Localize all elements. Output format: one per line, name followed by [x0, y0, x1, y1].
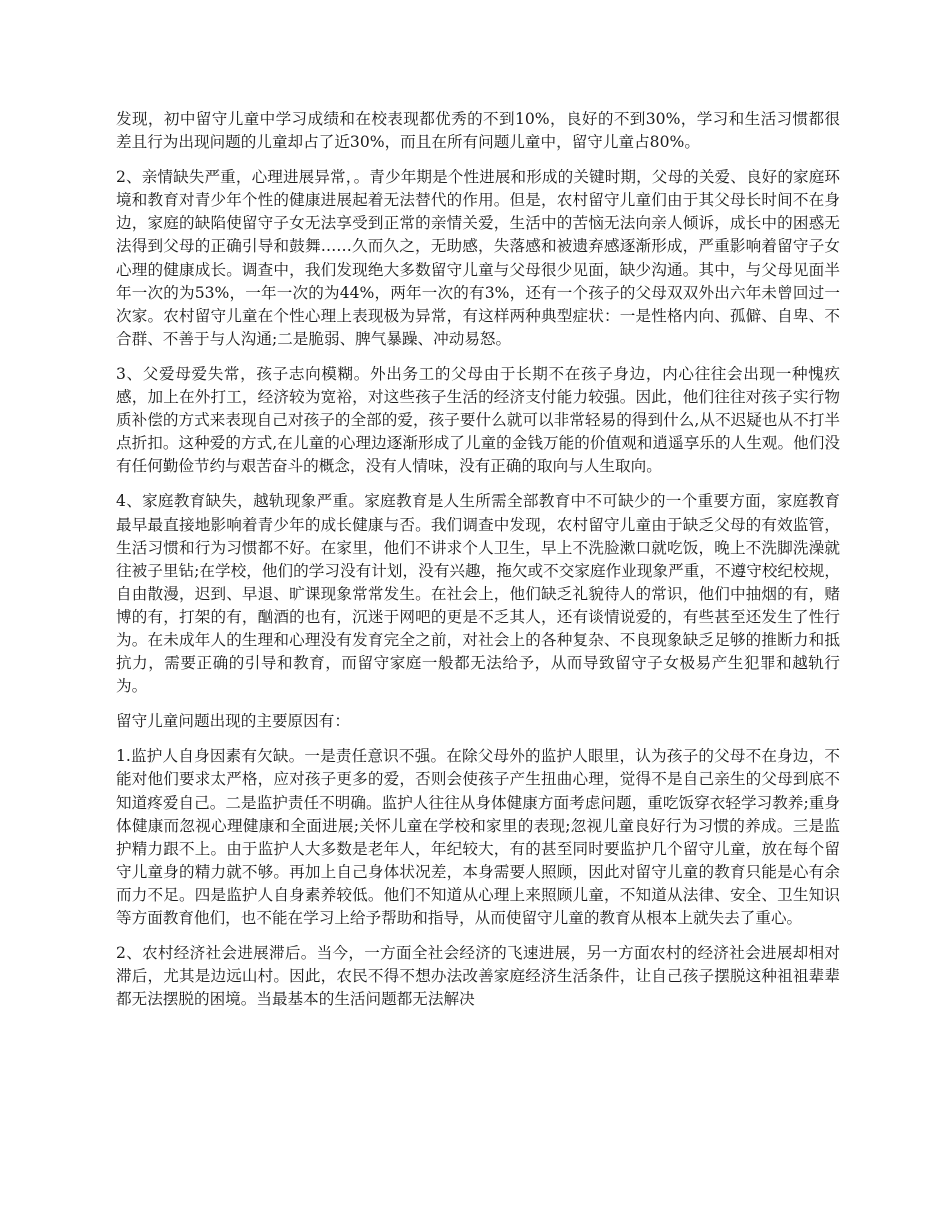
paragraph-affection-missing: 2、亲情缺失严重，心理进展异常，。青少年期是个性进展和形成的关键时期，父母的关爱、良好的家庭环境和教育对青少年个性的健康进展起着无法替代的作用。但是，农村留守儿童们由于其父母长时间不在身边，家庭的缺陷使留守子女无法享受到正常的亲情关爱，生活中的苦恼无法向亲人倾诉，成长中的困惑无法得到父母的正确引导和鼓舞……久而久之，无助感，失落感和被遗弃感逐渐形成，严重影响着留守子女心理的健康成长。调查中，我们发现绝大多数留守儿童与父母很少见面，缺少沟通。其中，与父母见面半年一次的为53%，一年一次的为44%，两年一次的有3%，还有一个孩子的父母双双外出六年未曾回过一次家。农村留守儿童在个性心理上表现极为异常，有这样两种典型症状：一是性格内向、孤僻、自卑、不合群、不善于与人沟通;二是脆弱、脾气暴躁、冲动易怒。 — [116, 168, 840, 348]
document-page — [116, 108, 840, 1023]
paragraph-academic-performance: 发现，初中留守儿童中学习成绩和在校表现都优秀的不到10%，良好的不到30%，学习和生活习惯都很差且行为出现问题的儿童却占了近30%，而且在所有问题儿童中，留守儿童占80%。 — [116, 110, 840, 152]
paragraph-parental-love-abnormal: 3、父爱母爱失常，孩子志向模糊。外出务工的父母由于长期不在孩子身边，内心往往会出现一种愧疚感，加上在外打工，经济较为宽裕，对这些孩子生活的经济支付能力较强。因此，他们往往对孩子实行物质补偿的方式来表现自己对孩子的全部的爱，孩子要什么就可以非常轻易的得到什么,从不迟疑也从不打半点折扣。这种爱的方式,在儿童的心理边逐渐形成了儿童的金钱万能的价值观和逍遥享乐的人生观。他们没有任何勤俭节约与艰苦奋斗的概念，没有人情味，没有正确的取向与人生取向。 — [116, 364, 840, 476]
paragraph-rural-economy: 2、农村经济社会进展滞后。当今，一方面全社会经济的飞速进展，另一方面农村的经济社会进展却相对滞后，尤其是边远山村。因此，农民不得不想办法改善家庭经济生活条件，让自己孩子摆脱这种祖祖辈辈都无法摆脱的困境。当最基本的生活问题都无法解决 — [116, 944, 840, 1009]
paragraph-main-causes-heading: 留守儿童问题出现的主要原因有： — [116, 712, 350, 731]
paragraph-family-education-missing: 4、家庭教育缺失，越轨现象严重。家庭教育是人生所需全部教育中不可缺少的一个重要方面，家庭教育最早最直接地影响着青少年的成长健康与否。我们调查中发现，农村留守儿童由于缺乏父母的有效监管，生活习惯和行为习惯都不好。在家里，他们不讲求个人卫生，早上不洗脸漱口就吃饭，晚上不洗脚洗澡就往被子里钻;在学校，他们的学习没有计划，没有兴趣，拖欠或不交家庭作业现象严重，不遵守校纪校规，自由散漫，迟到、早退、旷课现象常常发生。在社会上，他们缺乏礼貌待人的常识，他们中抽烟的有，赌博的有，打架的有，酗酒的也有，沉迷于网吧的更是不乏其人，还有谈情说爱的，有些甚至还发生了性行为。在未成年人的生理和心理没有发育完全之前，对社会上的各种复杂、不良现象缺乏足够的推断力和抵抗力，需要正确的引导和教育，而留守家庭一般都无法给予，从而导致留守子女极易产生犯罪和越轨行为。 — [116, 492, 840, 696]
paragraph-guardian-factors: 1.监护人自身因素有欠缺。一是责任意识不强。在除父母外的监护人眼里，认为孩子的父母不在身边，不能对他们要求太严格，应对孩子更多的爱，否则会使孩子产生扭曲心理，觉得不是自己亲生的父母到底不知道疼爱自己。二是监护责任不明确。监护人往往从身体健康方面考虑问题，重吃饭穿衣轻学习教养;重身体健康而忽视心理健康和全面进展;关怀儿童在学校和家里的表现;忽视儿童良好行为习惯的养成。三是监护精力跟不上。由于监护人大多数是老年人，年纪较大，有的甚至同时要监护几个留守儿童，放在每个留守儿童身的精力就不够。再加上自己身体状况差，本身需要人照顾，因此对留守儿童的教育只能是心有余而力不足。四是监护人自身素养较低。他们不知道从心理上来照顾儿童，不知道从法律、安全、卫生知识等方面教育他们，也不能在学习上给予帮助和指导，从而使留守儿童的教育从根本上就失去了重心。 — [116, 747, 840, 927]
